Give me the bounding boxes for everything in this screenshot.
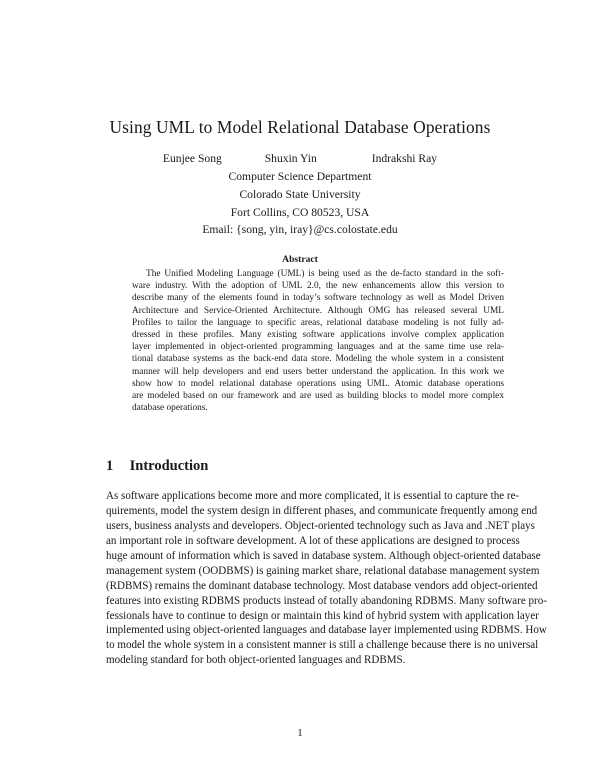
body-line: implemented using object-oriented languages and database layer implemented using RDBMS. How [106, 624, 547, 637]
introduction-body [106, 489, 547, 668]
section-title: Introduction [129, 458, 209, 474]
section-number: 1 [106, 458, 114, 474]
body-line: modeling standard for both object-oriented languages and RDBMS. [106, 654, 406, 667]
body-line: huge amount of information which is saved in database system. Although object-oriented database [106, 549, 541, 562]
abstract-line: ware industry. With the adoption of UML 2.0, the new enhancements allow this version to [132, 281, 504, 292]
body-line: an important role in software development. A lot of these applications are designed to process [106, 534, 520, 547]
author-name: Eunjee Song [162, 152, 222, 165]
body-line: As software applications become more and more complicated, it is essential to capture the re- [106, 490, 520, 502]
paper-title: Using UML to Model Relational Database Operations [109, 117, 491, 137]
section-heading [106, 458, 208, 475]
abstract-line: The Unified Modeling Language (UML) is being used as the de-facto standard in the soft- [146, 269, 504, 279]
abstract-line: describe many of the elements found in today’s software technology as well as Model Driven [132, 293, 504, 304]
author-name: Indrakshi Ray [371, 152, 438, 165]
body-line: (RDBMS) remains the dominant database technology. Most database vendors add object-oriented [106, 579, 538, 592]
body-line: management system (OODBMS) is gaining market share, relational database management system [106, 564, 540, 577]
affiliation-department: Computer Science Department [228, 170, 372, 183]
body-line: features into existing RDBMS products instead of totally abandoning RDBMS. Many software pro- [106, 594, 547, 607]
body-line: quirements, model the system design in different phases, and communicate frequently among end [106, 504, 538, 517]
abstract-line: are modeled based on our framework and are used as building blocks to model more complex [132, 390, 504, 401]
affiliation-email: Email: {song, yin, iray}@cs.colostate.edu [202, 223, 398, 236]
abstract-body [132, 268, 504, 414]
body-line: users, business analysts and developers. Object-oriented technology such as Java and .NET plays [106, 519, 535, 532]
affiliation-address: Fort Collins, CO 80523, USA [230, 206, 370, 219]
body-line: fessionals have to continue to design or maintain this kind of hybrid system with application layer [106, 609, 539, 622]
abstract-line: manner will help developers and end users better understand the application. In this work we [132, 366, 504, 377]
body-line: to model the whole system in a consistent manner is still a challenge because there is no universal [106, 639, 539, 652]
abstract-line: show how to model relational database operations using UML. Atomic database operations [132, 378, 504, 389]
abstract-line: Profiles to tailor the language to specific areas, relational database modeling is not fully ad- [132, 317, 504, 328]
author-list [0, 152, 600, 165]
affiliation-university: Colorado State University [239, 188, 361, 201]
abstract-line: dressed in these profiles. Many existing software applications involve complex application [132, 329, 504, 340]
abstract-line: layer implemented in object-oriented programming languages and at the same time use rela- [132, 342, 504, 353]
abstract-line: Architecture and Service-Oriented Architecture. Although OMG has released several UML [132, 305, 504, 316]
abstract-line: database operations. [132, 403, 208, 414]
abstract-line: tional database systems as the back-end data store. Modeling the whole system in a consistent [132, 354, 504, 365]
page-number: 1 [297, 727, 303, 739]
author-name: Shuxin Yin [264, 152, 317, 165]
abstract-heading: Abstract [282, 254, 318, 265]
